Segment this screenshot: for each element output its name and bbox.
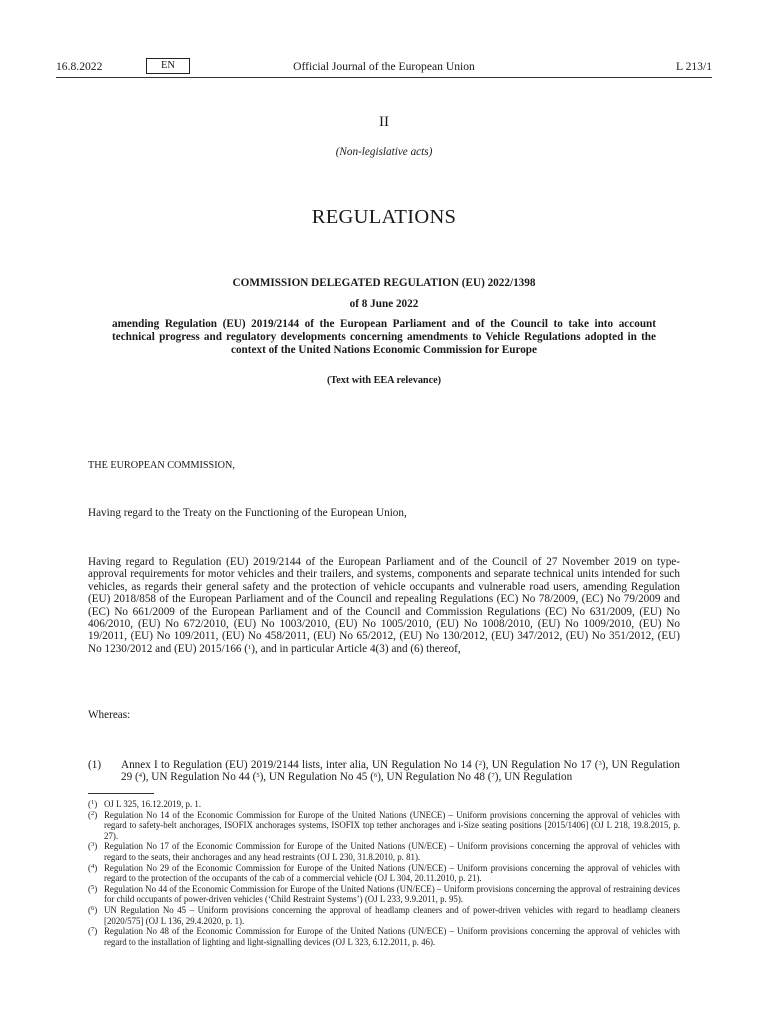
footnote	[88, 905, 680, 926]
footnote-marker: ($^4$)	[88, 862, 98, 873]
footnote-number: 7	[90, 926, 95, 934]
recital-segment: ), UN Regulation No 44 (	[141, 771, 257, 784]
footnote-number: 3	[90, 841, 95, 849]
footnote-marker: ($^7$)	[88, 926, 98, 937]
footnote	[88, 884, 680, 905]
footnote-text: Regulation No 48 of the Economic Commission for Europe of the United Nations (UN/ECE) – Uniform provisions concerning the approval of vehicles with regard to the installation of lighting and light-signalling devices (OJ L 323, 6.12.2011, p. 46).	[104, 926, 680, 947]
footnote	[88, 810, 680, 842]
recital-segment: ), UN Regulation No 45 (	[259, 771, 374, 784]
citation-tail: ), and in particular Article 4(3) and (6) thereof,	[251, 642, 461, 655]
footnote-marker: ($^5$)	[88, 883, 98, 894]
regulation-subject: amending Regulation (EU) 2019/2144 of the European Parliament and of the Council to take into account technical progress and regulatory developments concerning amendments to Vehicle Regulations adopted in the context of the United Nations Economic Commission for Europe	[112, 318, 656, 356]
publication-date: 16.8.2022	[56, 60, 103, 73]
recital-segment: ), UN Regulation No 48 (	[377, 771, 492, 784]
footnote	[88, 841, 680, 862]
footnote-marker: ($^6$)	[88, 904, 98, 915]
citation-text: Having regard to Regulation (EU) 2019/2144 of the European Parliament and of the Council of 27 November 2019 on type-approval requirements for motor vehicles and their trailers, and systems, components and separate technical units intended for such vehicles, as regards their general safety and the protection of vehicle occupants and vulnerable road users, amending Regulation (EU) 2018/858 of the European Parliament and of the Council and repealing Regulations (EC) No 78/2009, (EC) No 79/2009 and (EC) No 661/2009 of the European Parliament and of the Council and Commission Regulations (EC) No 631/2009, (EU) No 406/2010, (EU) No 672/2010, (EU) No 1003/2010, (EU) No 1005/2010, (EU) No 1008/2010, (EU) No 1009/2010, (EU) No 19/2011, (EU) No 109/2011, (EU) No 458/2011, (EU) No 65/2012, (EU) No 130/2012, (EU) 347/2012, (EU) No 351/2012, (EU) No 1230/2012 and (EU) 2015/166 (	[88, 556, 680, 655]
page-header	[56, 58, 712, 78]
section-heading: REGULATIONS	[311, 206, 457, 228]
footnote-number: 5	[90, 883, 95, 891]
regulation-title: COMMISSION DELEGATED REGULATION (EU) 2022/1398	[232, 277, 536, 289]
footnote-marker: ($^2$)	[88, 809, 98, 820]
header-divider	[56, 77, 712, 78]
footnote-number: 6	[90, 904, 95, 912]
footnote-ref: 5	[256, 772, 260, 780]
footnote-ref: 7	[491, 772, 495, 780]
recital-number: (1)	[88, 759, 102, 771]
regulation-date: of 8 June 2022	[349, 298, 419, 310]
recital-segment: ), UN Regulation 29 (	[121, 759, 680, 784]
footnote-ref: 1	[248, 643, 252, 651]
footnote-text: UN Regulation No 45 – Uniform provisions concerning the approval of headlamp cleaners and of power-driven vehicles with regard to headlamp cleaners [2020/575] (OJ L 136, 29.4.2020, p. 1).	[104, 904, 680, 926]
language-badge: EN	[146, 58, 190, 74]
footnote	[88, 799, 680, 810]
recital-segment: ), UN Regulation	[494, 771, 573, 784]
footnote-marker: ($^3$)	[88, 841, 98, 852]
footnote-ref: 3	[598, 760, 602, 767]
page-reference: L 213/1	[676, 60, 712, 73]
recital-text	[121, 759, 680, 784]
footnote-text: Regulation No 14 of the Economic Commission for Europe of the United Nations (UNECE) – Uniform provisions concerning the approval of vehicles with regard to safety-belt anchorages, ISOFIX anchorages systems, ISOFIX top tether anchorages and i-Size seating positions [2015/1406] (OJ L 218, 19.8.2015, p. 27).	[104, 809, 680, 841]
footnote-text: Regulation No 44 of the Economic Commission for Europe of the United Nations (UN/ECE) – Uniform provisions concerning the approval of restraining devices for child occupants of power-driven vehicles (‘Child Restraint Systems’) (OJ L 233, 9.9.2011, p. 95).	[104, 883, 680, 905]
issuing-body: THE EUROPEAN COMMISSION,	[88, 460, 235, 471]
recital-segment: Annex I to Regulation (EU) 2019/2144 lists, inter alia, UN Regulation No 14 (	[121, 759, 479, 771]
citation-treaty: Having regard to the Treaty on the Functioning of the European Union,	[88, 507, 407, 519]
footnote-text: OJ L 325, 16.12.2019, p. 1.	[104, 799, 202, 809]
footnote-ref: 2	[478, 760, 482, 767]
footnote-ref: 4	[138, 772, 142, 780]
citation-regulation	[88, 556, 680, 655]
footnote-text: Regulation No 29 of the Economic Commission for Europe of the United Nations (UN/ECE) – Uniform provisions concerning the approval of vehicles with regard to the protection of the occupants of the cab of a commercial vehicle (OJ L 304, 20.11.2010, p. 21).	[104, 862, 680, 884]
footnote	[88, 863, 680, 884]
footnote-number: 1	[90, 799, 95, 806]
footnotes	[88, 799, 680, 947]
footnote-ref: 6	[373, 772, 378, 780]
footnote-marker: ($^1$)	[88, 799, 98, 809]
eea-relevance: (Text with EEA relevance)	[326, 375, 442, 386]
footnote-number: 2	[90, 809, 95, 817]
footnote-number: 4	[90, 862, 95, 870]
part-number: II	[379, 114, 389, 130]
footnote	[88, 926, 680, 947]
footnote-text: Regulation No 17 of the Economic Commission for Europe of the United Nations (UN/ECE) – Uniform provisions concerning the approval of vehicles with regard to the seats, their anchorages and any head restraints (OJ L 230, 31.8.2010, p. 81).	[104, 841, 680, 862]
journal-title: Official Journal of the European Union	[293, 60, 475, 73]
recital-segment: ), UN Regulation No 17 (	[481, 759, 599, 771]
footnote-divider	[88, 793, 154, 794]
act-category: (Non-legislative acts)	[335, 146, 433, 158]
whereas-heading: Whereas:	[88, 709, 131, 721]
